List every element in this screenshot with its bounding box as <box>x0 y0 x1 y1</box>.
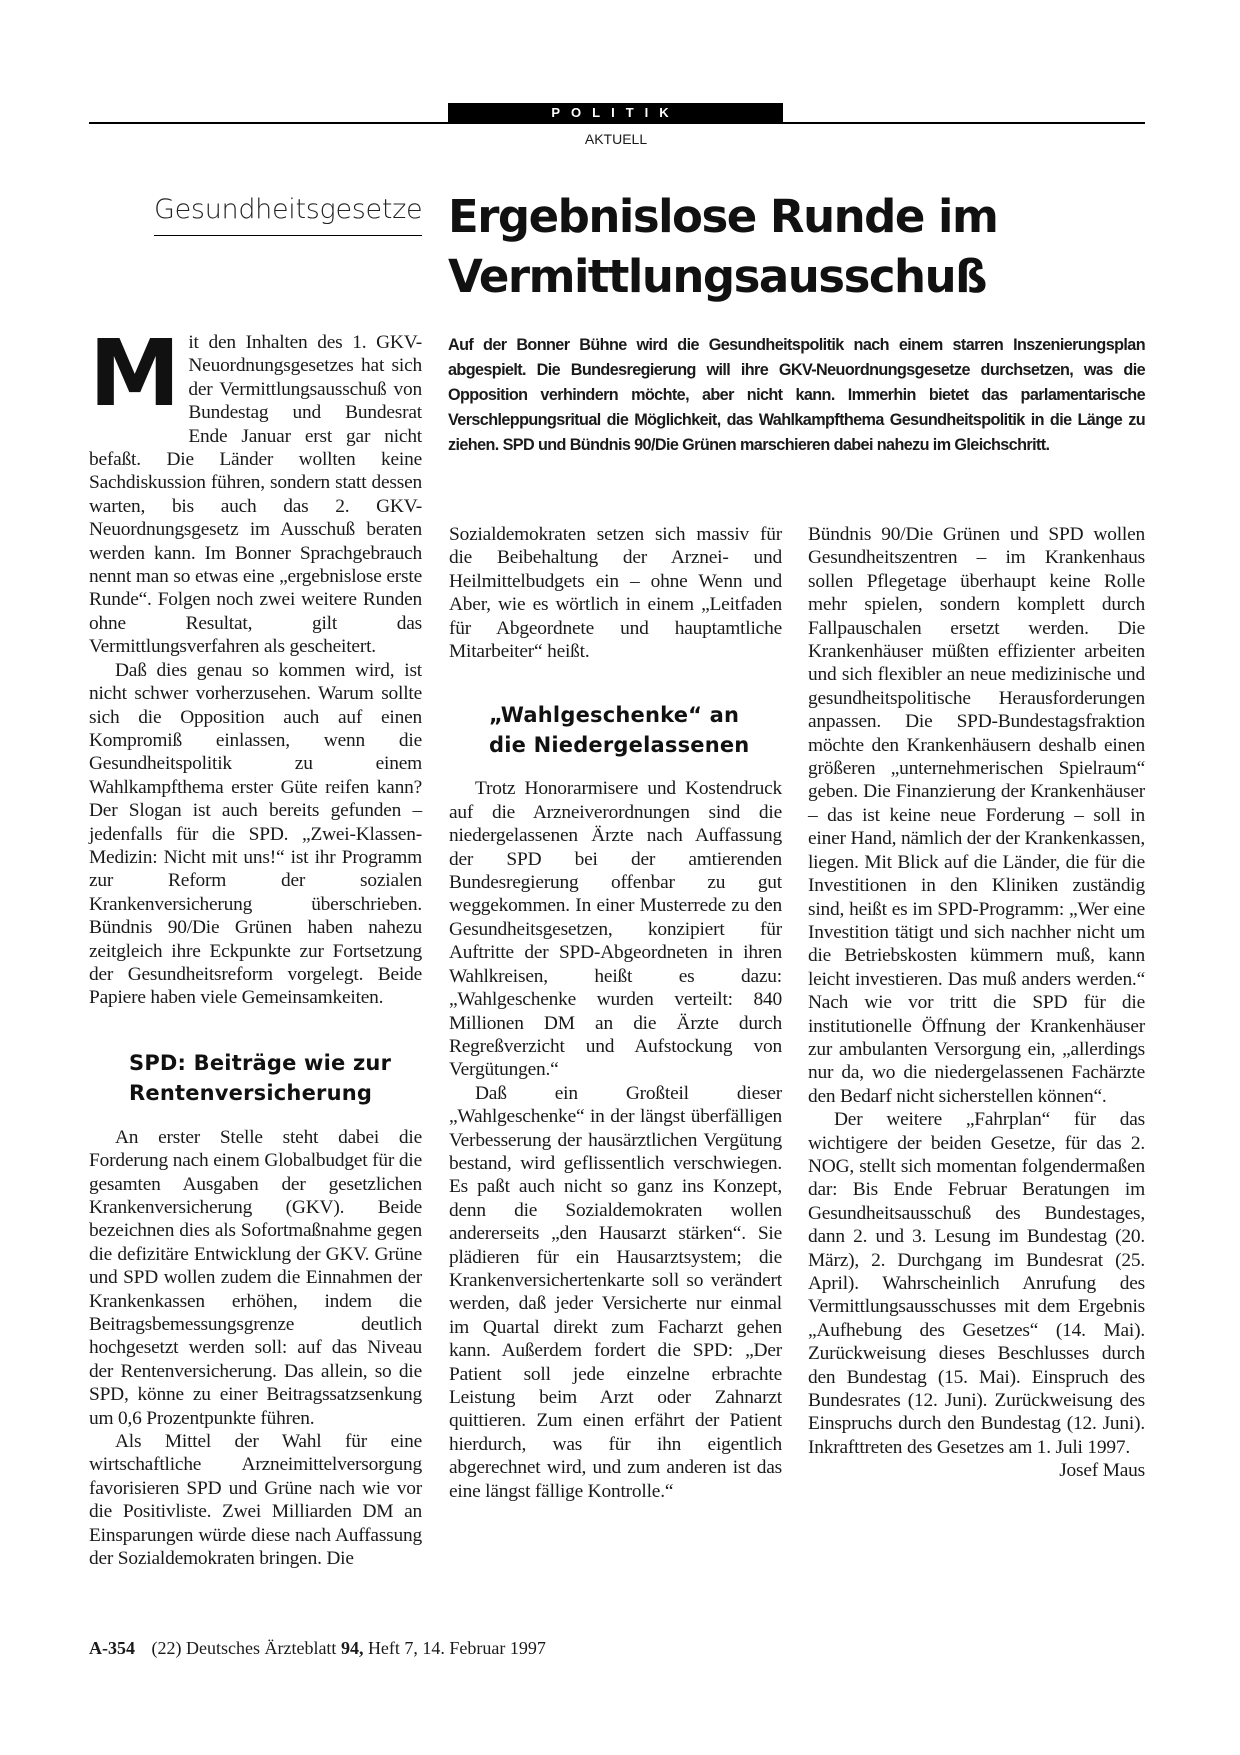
text-column-3 <box>808 523 1145 1483</box>
paragraph-4: Als Mittel der Wahl für eine wirtschaftliche Arzneimittelversorgung favorisieren SPD und Grüne nach wie vor die Positivliste. Zwei Milliarden DM an Einsparungen würde diese nach Auffassung der Sozialdemokraten bringen. Die <box>89 1431 422 1570</box>
page-number: A-354 <box>89 1638 135 1658</box>
paragraph-5: Trotz Honorarmisere und Kostendruck auf die Arzneiverordnungen sind die niedergelassenen Ärzte nach Auffassung der SPD bei der amtierenden Bundesregierung offenbar zu gut weggekommen. In einer Musterrede zu den Gesundheitsgesetzen, konzipiert für Auftritte der SPD-Abgeordneten in ihren Wahlkreisen, heißt es dazu: „Wahlgeschenke wurden verteilt: 840 Millionen DM an die Ärzte durch Regreßverzicht und Aufstockung von Vergütungen.“ <box>449 778 782 1081</box>
article-kicker: Gesundheitsgesetze <box>154 194 423 225</box>
article-headline <box>448 187 1148 307</box>
citation-start: (22) Deutsches Ärzteblatt <box>151 1638 337 1658</box>
paragraph-4-continued: Sozialdemokraten setzen sich massiv für die Beibehaltung der Arznei- und Heilmittelbudgets ein – ohne Wenn und Aber, wie es wörtlich in einem „Leitfaden für Abgeordnete und hauptamtliche Mitarbeiter“ heißt. <box>449 524 782 663</box>
paragraph-8-text: Der weitere „Fahrplan“ für das wichtigere der beiden Gesetze, für das 2. NOG, stellt sich momentan folgendermaßen dar: Bis Ende Februar Beratungen im Gesundheitsausschuß des Bundestages, dann 2. und 3. Lesung im Bundestag (20. März), 2. Durchgang im Bundesrat (25. April). Wahrscheinlich Anrufung des Vermittlungsausschusses mit dem Ergebnis „Aufhebung des Gesetzes“ (14. Mai). Zurückweisung dieses Beschlusses durch den Bundestag (15. Mai). Einspruch des Bundesrates (12. Juni). Zurückweisung des Einspruchs durch den Bundestag (12. Juni). Inkrafttreten des Gesetzes am 1. Juli 1997. <box>808 1109 1145 1458</box>
paragraph-1-text: it den Inhalten des 1. GKV-Neuordnungsgesetzes hat sich der Vermittlungsausschuß von Bundestag und Bundesrat Ende Januar erst gar nicht befaßt. Die Länder wollten keine Sachdiskussion führen, sondern statt dessen warten, bis auch das 2. GKV-Neuordnungsgesetz im Ausschuß beraten werden kann. Im Bonner Sprachgebrauch nennt man so etwas eine „ergebnislose erste Runde“. Folgen noch zwei weitere Runden ohne Resultat, gilt das Vermittlungsverfahren als gescheitert. <box>89 332 422 658</box>
citation-end: Heft 7, 14. Februar 1997 <box>367 1638 546 1658</box>
paragraph-7: Bündnis 90/Die Grünen und SPD wollen Gesundheitszentren – im Krankenhaus sollen Pflegetage überhaupt keine Rolle mehr spielen, sondern komplett durch Fallpauschalen ersetzt werden. Die Krankenhäuser müßten effizienter arbeiten und sich flexibler an neue medizinische und gesundheitspolitische Herausforderungen anpassen. Die SPD-Bundestagsfraktion möchte den Krankenhäusern deshalb einen größeren „unternehmerischen Spielraum“ geben. Die Finanzierung der Krankenhäuser – das ist keine neue Forderung – soll in einer Hand, nämlich der der Krankenkassen, liegen. Mit Blick auf die Länder, die für die Investitionen in den Kliniken zuständig sind, heißt es im SPD-Programm: „Wer eine Investition tätigt und sich nachher nicht um die Betriebskosten kümmern muß, kann leicht investieren. Das muß anders werden.“ Nach wie vor tritt die SPD für die institutionelle Öffnung der Krankenhäuser zur ambulanten Versorgung ein, „allerdings nur da, wo die niedergelassenen Fachärzte den Bedarf nicht sicherstellen können“. <box>808 524 1145 1107</box>
citation-volume: 94, <box>340 1638 364 1658</box>
subsection-label: AKTUELL <box>584 131 648 147</box>
article-lead: Auf der Bonner Bühne wird die Gesundheitspolitik nach einem starren Inszenierungsplan abgespielt. Die Bundesregierung will ihre GKV-Neuordnungsgesetze durchsetzen, was die Opposition verhindern möchte, aber nicht kann. Immerhin bietet das parlamentarische Verschleppungsritual die Möglichkeit, das Wahlkampfthema Gesundheitspolitik in die Länge zu ziehen. SPD und Bündnis 90/Die Grünen marschieren dabei nahezu im Gleichschritt. <box>448 336 1145 454</box>
text-column-2 <box>449 523 782 1503</box>
paragraph-3: An erster Stelle steht dabei die Forderung nach einem Globalbudget für die gesamten Ausgaben der gesetzlichen Krankenversicherung (GKV). Beide bezeichnen dies als Sofortmaßnahme gegen die defizitäre Entwicklung der GKV. Grüne und SPD wollen zudem die Einnahmen der Krankenkassen erhöhen, indem die Beitragsbemessungsgrenze deutlich hochgesetzt werden soll: auf das Niveau der Rentenversicherung. Das allein, so die SPD, könne zu einer Beitragssatzsenkung um 0,6 Prozentpunkte führen. <box>89 1126 422 1429</box>
drop-cap: M <box>89 320 181 427</box>
paragraph-6: Daß ein Großteil dieser „Wahlgeschenke“ in der längst überfälligen Verbesserung der hausärztlichen Vergütung bestand, wird geflissentlich verschwiegen. Es paßt auch nicht so ganz ins Konzept, denn die Sozialdemokraten wollen andererseits „den Hausarzt stärken“. Sie plädieren für ein Hausarztsystem; die Krankenversichertenkarte soll so verändert werden, daß jeder Versicherte nur einmal im Quartal direkt zum Facharzt gehen kann. Außerdem fordert die SPD: „Der Patient soll jede einzelne erbrachte Leistung beim Arzt oder Zahnarzt quittieren. Zum einen erfährt der Patient hierdurch, was für ihn eigentlich abgerechnet wird, und zum anderen ist das eine längst fällige Kontrolle.“ <box>449 1082 782 1502</box>
paragraph-8 <box>808 1108 1145 1482</box>
text-column-1 <box>89 320 422 1571</box>
headline-line-1: Ergebnislose Runde im <box>448 190 998 243</box>
paragraph-1 <box>89 320 422 659</box>
section-label: POLITIK <box>448 103 783 123</box>
page-footer <box>89 1637 789 1659</box>
subheading-1: SPD: Beiträge wie zur Rentenversicherung <box>129 1050 392 1105</box>
headline-line-2: Vermittlungsausschuß <box>448 250 986 303</box>
paragraph-2: Daß dies genau so kommen wird, ist nicht schwer vorherzusehen. Warum sollte sich die Opposition auch auf einen Kompromiß einlassen, wenn die Gesundheitspolitik zu einem Wahlkampfthema erster Güte reifen kann? Der Slogan ist auch bereits gefunden – jedenfalls für die SPD. „Zwei-Klassen-Medizin: Nicht mit uns!“ ist ihr Programm zur Reform der sozialen Krankenversicherung überschrieben. Bündnis 90/Die Grünen haben nahezu zeitgleich ihre Eckpunkte zur Fortsetzung der Gesundheitsreform vorgelegt. Beide Papiere haben viele Gemeinsamkeiten. <box>89 659 422 1009</box>
subheading-2: „Wahlgeschenke“ an die Niedergelassenen <box>489 703 750 758</box>
author-signature: Josef Maus <box>1059 1460 1145 1482</box>
kicker-underline <box>154 235 422 236</box>
